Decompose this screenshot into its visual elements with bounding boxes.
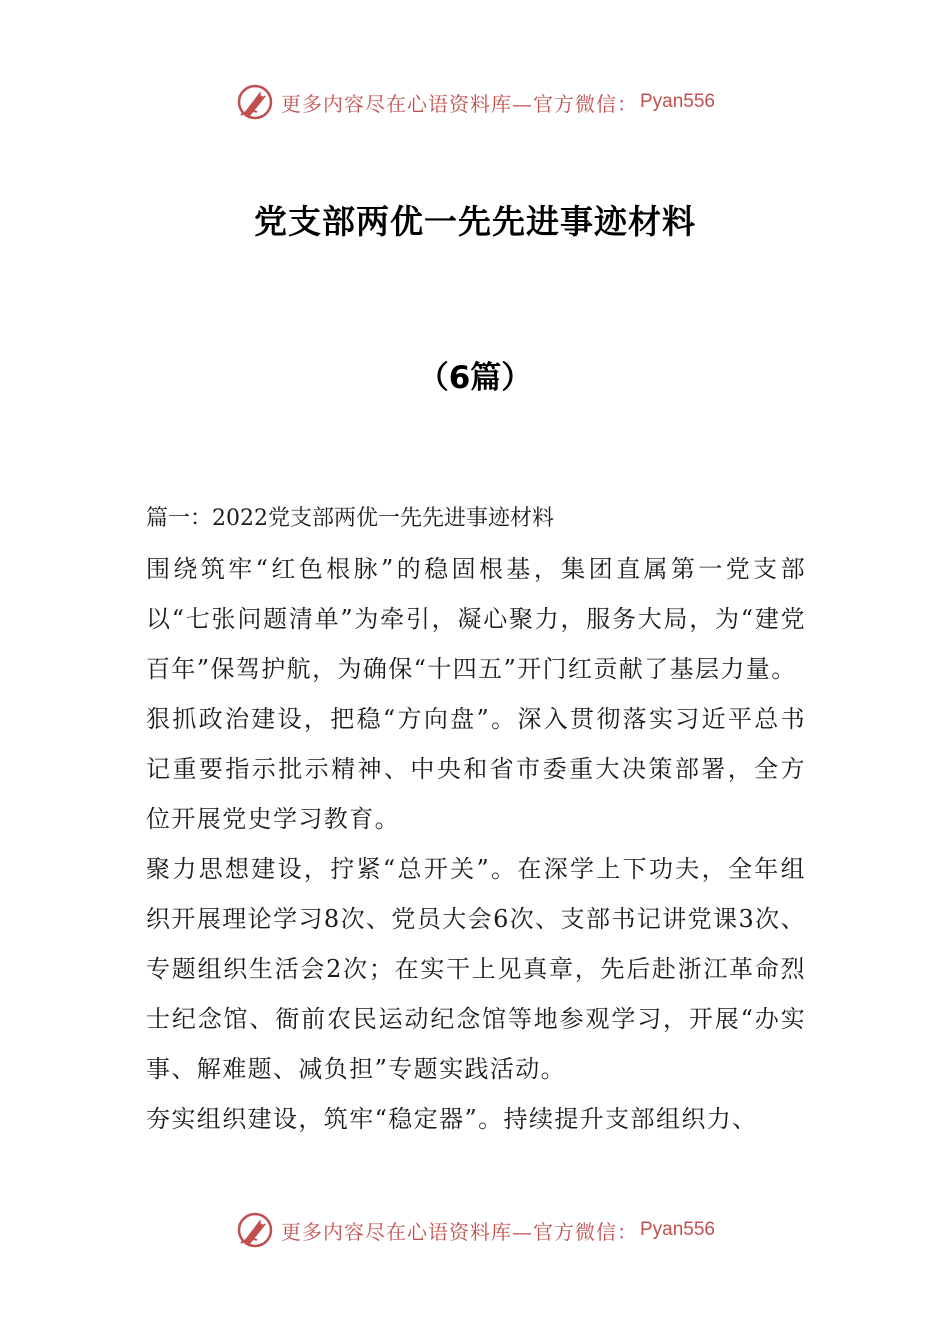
watermark-wechat-id: Pyan556 <box>639 91 715 112</box>
paragraph: 狠抓政治建设，把稳“方向盘”。深入贯彻落实习近平总书记重要指示批示精神、中央和省市委重大决策部署，全方位开展党史学习教育。 <box>146 705 806 833</box>
paragraph: 围绕筑牢“红色根脉”的稳固根基，集团直属第一党支部以“七张问题清单”为牵引，凝心聚力，服务大局，为“建党百年”保驾护航，为确保“十四五”开门红贡献了基层力量。 <box>146 555 806 683</box>
document-title: 党支部两优一先先进事迹材料 <box>254 202 696 241</box>
document-subtitle: （6篇） <box>417 360 533 396</box>
pen-nib-logo-icon <box>235 1210 275 1250</box>
pen-nib-logo-icon <box>235 82 275 122</box>
document-body <box>146 494 806 1144</box>
watermark-wechat-id: Pyan556 <box>639 1219 715 1240</box>
watermark-text: 更多内容尽在心语资料库—官方微信： <box>280 91 638 116</box>
section-heading: 篇一：2022党支部两优一先先进事迹材料 <box>146 506 554 531</box>
paragraph: 夯实组织建设，筑牢“稳定器”。持续提升支部组织力、 <box>146 1105 758 1133</box>
watermark-text: 更多内容尽在心语资料库—官方微信： <box>280 1219 638 1244</box>
paragraph: 聚力思想建设，拧紧“总开关”。在深学上下功夫，全年组织开展理论学习8次、党员大会6次、支部书记讲党课3次、专题组织生活会2次；在实干上见真章，先后赴浙江革命烈士纪念馆、衙前农民运动纪念馆等地参观学习，开展“办实事、解难题、减负担”专题实践活动。 <box>146 855 806 1083</box>
watermark-header <box>0 80 950 124</box>
watermark-footer <box>0 1208 950 1252</box>
